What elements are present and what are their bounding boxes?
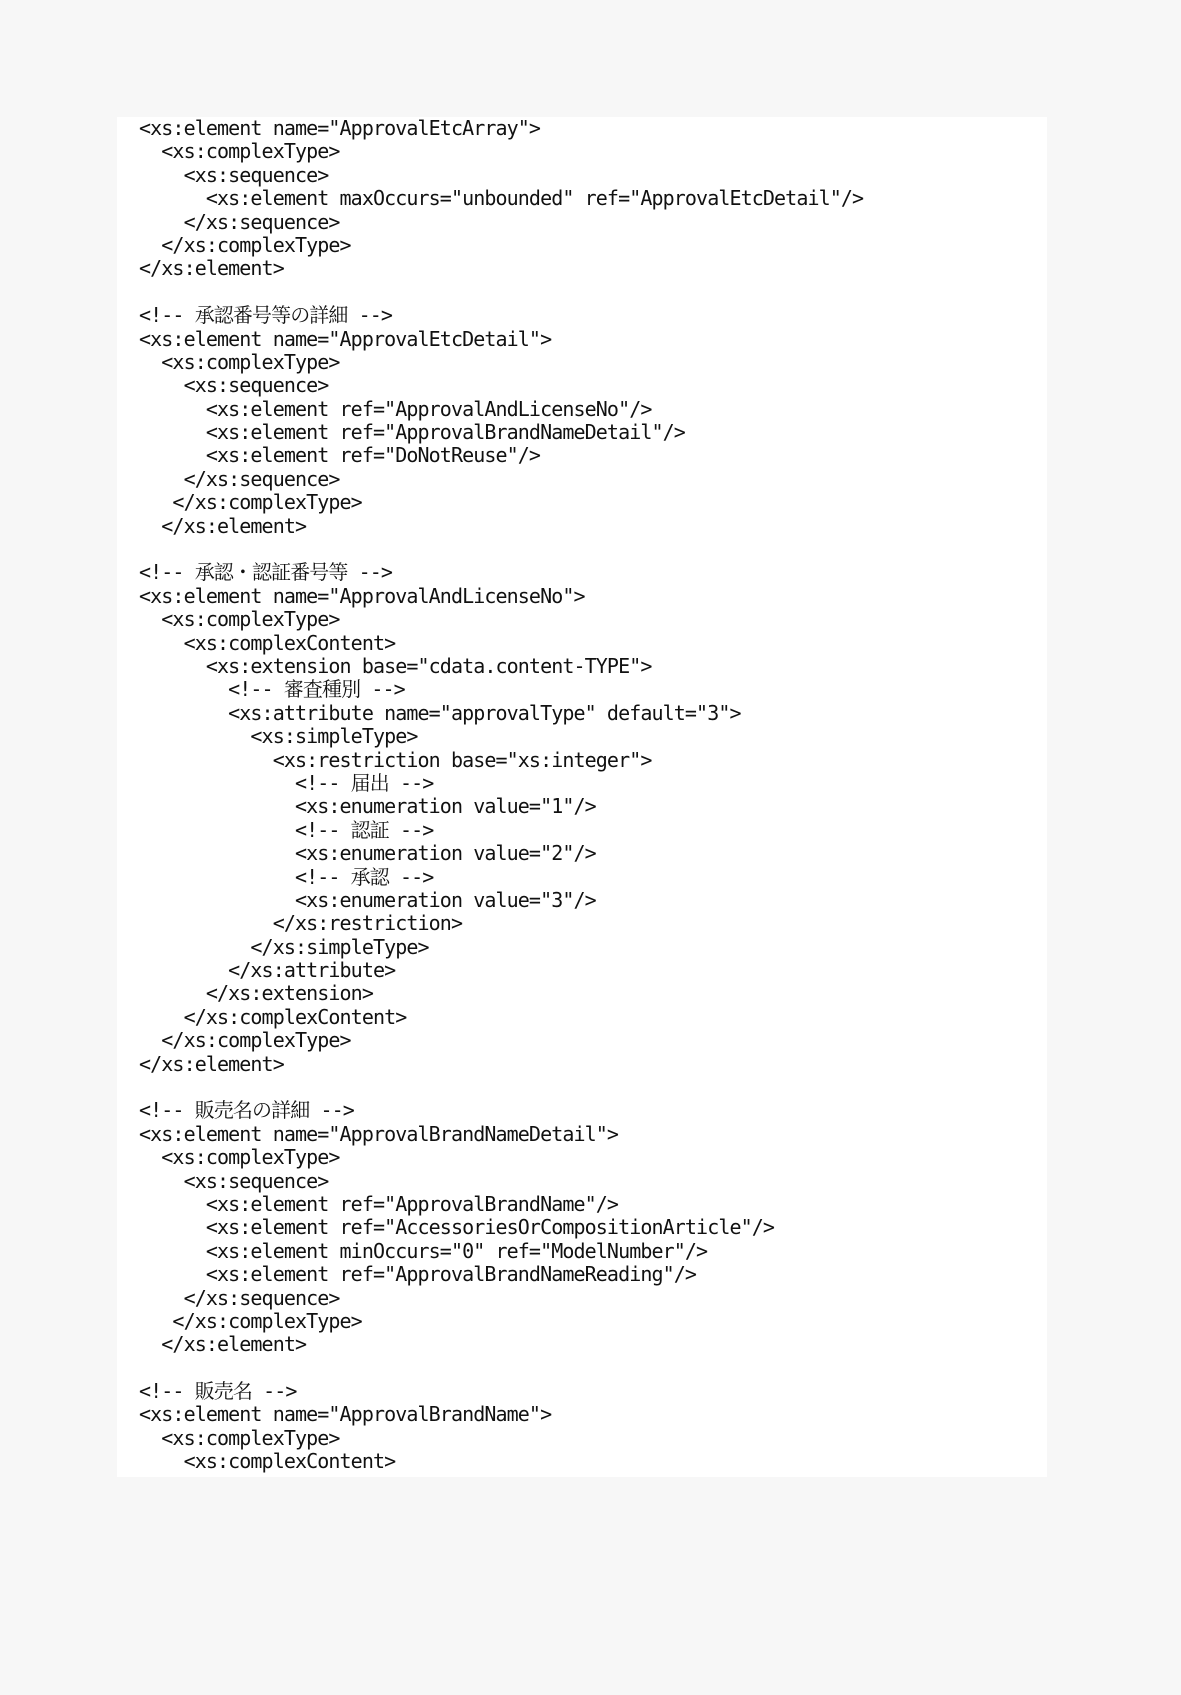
code-lines: [139, 117, 863, 1474]
xml-tag-line: <xs:enumeration value="2"/>: [139, 841, 596, 866]
xml-tag-line: <xs:sequence>: [139, 373, 329, 398]
xml-tag-line: <xs:complexType>: [139, 139, 340, 164]
blank-line: [139, 538, 863, 561]
xml-closing-tag-line: </xs:sequence>: [139, 209, 340, 234]
xml-closing-tag-line: </xs:attribute>: [139, 958, 396, 983]
xml-tag-line: <xs:element name="ApprovalAndLicenseNo">: [139, 583, 585, 608]
blank-line: [139, 1357, 863, 1380]
xml-tag-line: <xs:element name="ApprovalBrandNameDetail">: [139, 1121, 619, 1146]
xml-tag-line: <xs:enumeration value="1"/>: [139, 794, 596, 819]
xml-comment-line: <!-- 届出 -->: [139, 770, 434, 795]
xml-closing-tag-line: </xs:complexType>: [139, 490, 362, 515]
xml-tag-line: <xs:attribute name="approvalType" default="3">: [139, 700, 741, 725]
blank-line: [139, 281, 863, 304]
xml-tag-line: <xs:extension base="cdata.content-TYPE">: [139, 653, 652, 678]
xml-tag-line: <xs:complexType>: [139, 1145, 340, 1170]
xml-tag-line: <xs:element minOccurs="0" ref="ModelNumber"/>: [139, 1238, 708, 1263]
xml-comment-line: <!-- 承認番号等の詳細 -->: [139, 303, 393, 328]
xml-closing-tag-line: </xs:element>: [139, 513, 307, 538]
xml-comment-line: <!-- 承認 -->: [139, 864, 434, 889]
xml-tag-line: <xs:element ref="ApprovalBrandNameDetail"/>: [139, 420, 685, 445]
xml-closing-tag-line: </xs:restriction>: [139, 911, 463, 936]
xml-schema-code-block: [117, 117, 1047, 1477]
xml-tag-line: <xs:complexType>: [139, 607, 340, 632]
xml-closing-tag-line: </xs:sequence>: [139, 1285, 340, 1310]
xml-closing-tag-line: </xs:extension>: [139, 981, 373, 1006]
xml-tag-line: <xs:complexType>: [139, 349, 340, 374]
xml-closing-tag-line: </xs:complexContent>: [139, 1004, 407, 1029]
xml-closing-tag-line: </xs:complexType>: [139, 1308, 362, 1333]
blank-line: [139, 1076, 863, 1099]
xml-comment-line: <!-- 審査種別 -->: [139, 677, 405, 702]
xml-tag-line: <xs:element name="ApprovalEtcDetail">: [139, 326, 552, 351]
xml-comment-line: <!-- 承認・認証番号等 -->: [139, 560, 393, 585]
xml-closing-tag-line: </xs:simpleType>: [139, 934, 429, 959]
xml-tag-line: <xs:element ref="DoNotReuse"/>: [139, 443, 541, 468]
xml-closing-tag-line: </xs:element>: [139, 256, 284, 281]
xml-closing-tag-line: </xs:complexType>: [139, 232, 351, 257]
xml-closing-tag-line: </xs:complexType>: [139, 1028, 351, 1053]
xml-comment-line: <!-- 販売名 -->: [139, 1379, 297, 1404]
xml-closing-tag-line: </xs:sequence>: [139, 466, 340, 491]
xml-tag-line: <xs:complexType>: [139, 1425, 340, 1450]
xml-tag-line: <xs:element name="ApprovalEtcArray">: [139, 117, 541, 140]
xml-tag-line: <xs:element ref="ApprovalBrandNameReading"/>: [139, 1262, 697, 1287]
xml-tag-line: <xs:element ref="ApprovalAndLicenseNo"/>: [139, 396, 652, 421]
xml-closing-tag-line: </xs:element>: [139, 1051, 284, 1076]
xml-tag-line: <xs:element maxOccurs="unbounded" ref="ApprovalEtcDetail"/>: [139, 186, 864, 211]
xml-tag-line: <xs:complexContent>: [139, 1449, 396, 1474]
xml-comment-line: <!-- 販売名の詳細 -->: [139, 1098, 354, 1123]
xml-closing-tag-line: </xs:element>: [139, 1332, 307, 1357]
xml-tag-line: <xs:sequence>: [139, 1168, 329, 1193]
xml-tag-line: <xs:enumeration value="3"/>: [139, 887, 596, 912]
xml-comment-line: <!-- 認証 -->: [139, 817, 434, 842]
xml-tag-line: <xs:restriction base="xs:integer">: [139, 747, 652, 772]
xml-tag-line: <xs:element ref="AccessoriesOrCompositionArticle"/>: [139, 1215, 775, 1240]
xml-tag-line: <xs:sequence>: [139, 162, 329, 187]
xml-tag-line: <xs:element name="ApprovalBrandName">: [139, 1402, 552, 1427]
xml-tag-line: <xs:complexContent>: [139, 630, 396, 655]
xml-tag-line: <xs:element ref="ApprovalBrandName"/>: [139, 1191, 619, 1216]
xml-tag-line: <xs:simpleType>: [139, 724, 418, 749]
